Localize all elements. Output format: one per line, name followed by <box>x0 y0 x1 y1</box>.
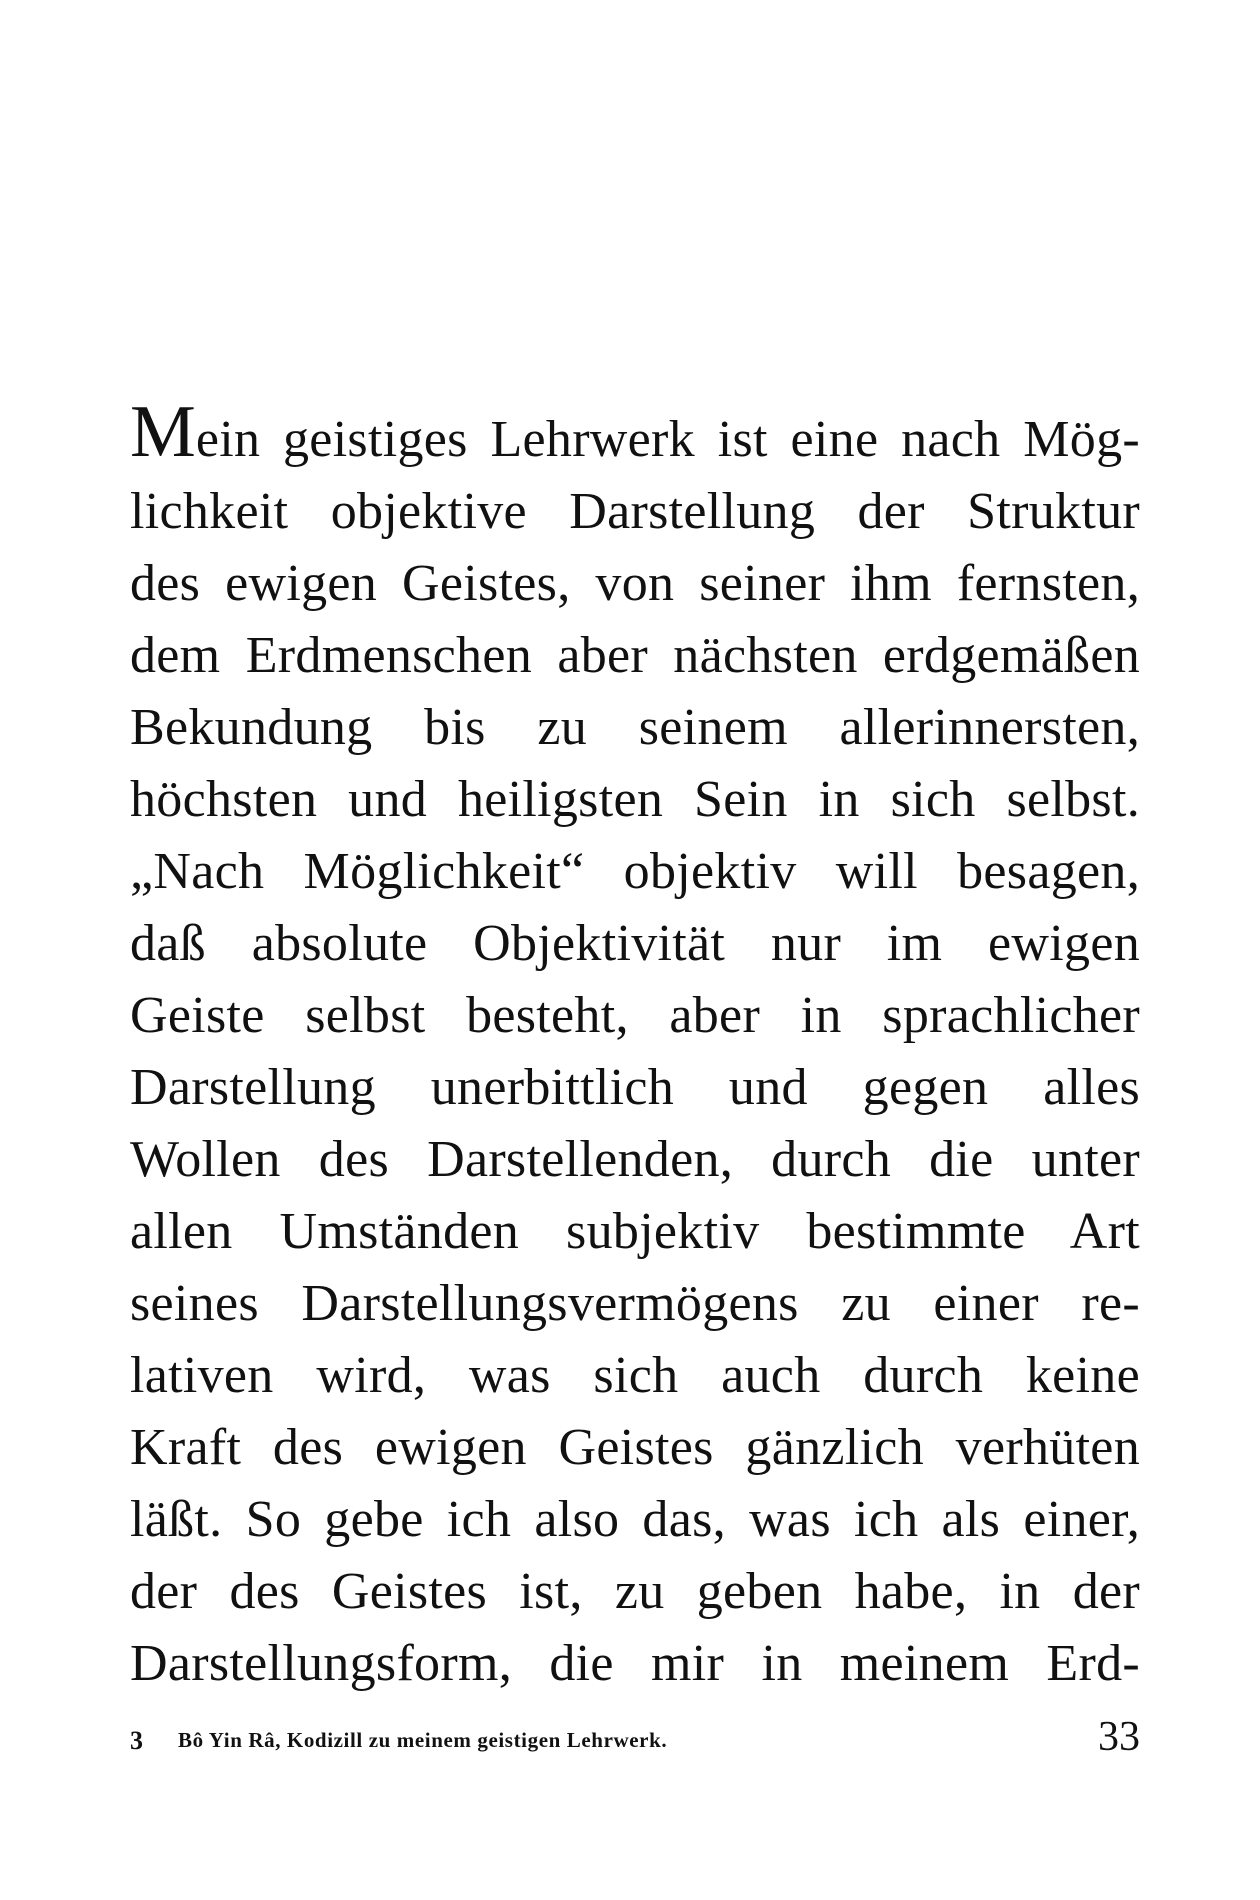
text-line-7: „Nach Möglichkeit“ objektiv will besagen, <box>130 843 1140 900</box>
text-line-5: Bekundung bis zu seinem allerinnersten, <box>130 699 1140 756</box>
signature-mark: 3 <box>130 1726 143 1755</box>
text-line-1 <box>130 391 1140 476</box>
text-line-16: läßt. So gebe ich also das, was ich als einer, <box>130 1491 1140 1548</box>
text-line-18: Darstellungsform, die mir in meinem Erd- <box>130 1635 1140 1692</box>
page-number: 33 <box>1098 1714 1140 1760</box>
text-line-14: lativen wird, was sich auch durch keine <box>130 1347 1140 1404</box>
text-line-11: Wollen des Darstellenden, durch die unter <box>130 1131 1140 1188</box>
drop-cap: M <box>130 391 196 473</box>
text-line-3: des ewigen Geistes, von seiner ihm fernsten, <box>130 555 1140 612</box>
text-line-13: seines Darstellungsvermögens zu einer re- <box>130 1275 1140 1332</box>
body-text <box>130 391 1140 1700</box>
text-line-4: dem Erdmenschen aber nächsten erdgemäßen <box>130 627 1140 684</box>
text-line-6: höchsten und heiligsten Sein in sich selbst. <box>130 771 1140 828</box>
first-line-text: ein geistiges Lehrwerk ist eine nach Mög- <box>195 411 1140 468</box>
text-line-12: allen Umständen subjektiv bestimmte Art <box>130 1203 1140 1260</box>
footer-citation: Bô Yin Râ, Kodizill zu meinem geistigen Lehrwerk. <box>178 1728 668 1752</box>
text-line-2: lichkeit objektive Darstellung der Struktur <box>130 483 1140 540</box>
text-line-8: daß absolute Objektivität nur im ewigen <box>130 915 1140 972</box>
page-footer <box>130 1712 1140 1762</box>
text-line-15: Kraft des ewigen Geistes gänzlich verhüten <box>130 1419 1140 1476</box>
text-line-10: Darstellung unerbittlich und gegen alles <box>130 1059 1140 1116</box>
text-line-9: Geiste selbst besteht, aber in sprachlicher <box>130 987 1140 1044</box>
text-line-17: der des Geistes ist, zu geben habe, in der <box>130 1563 1140 1620</box>
